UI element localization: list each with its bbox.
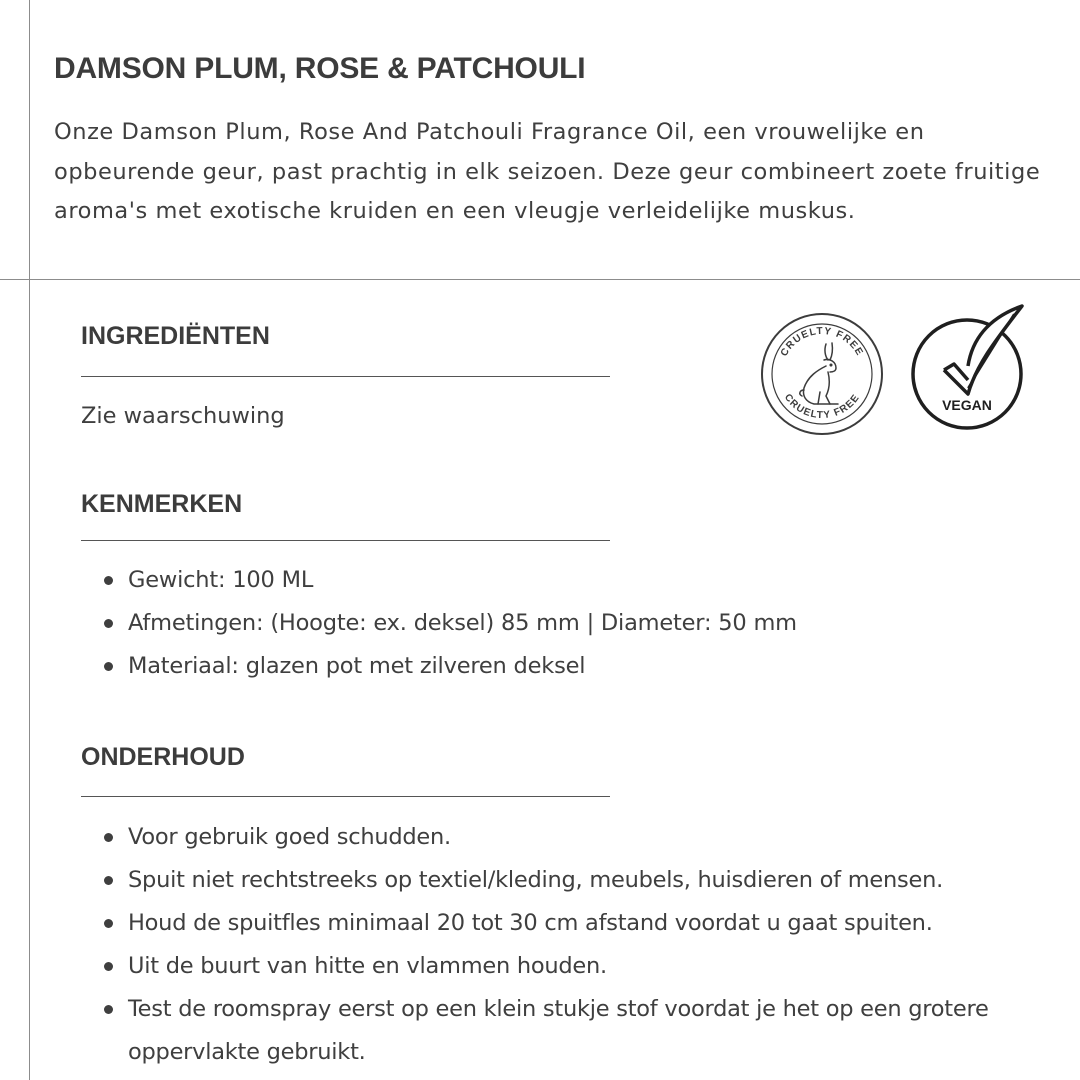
features-heading: KENMERKEN bbox=[81, 490, 243, 518]
leaf-check-icon bbox=[944, 306, 1022, 394]
vegan-badge bbox=[910, 300, 1028, 434]
list-item: Spuit niet rechtstreeks op textiel/kleding, meubels, huisdieren of mensen. bbox=[128, 859, 1058, 902]
list-item: Voor gebruik goed schudden. bbox=[128, 816, 1058, 859]
horizontal-divider bbox=[0, 279, 1080, 280]
svg-text:CRUELTY FREE bbox=[779, 326, 865, 358]
list-item: Afmetingen: (Hoogte: ex. deksel) 85 mm | Diameter: 50 mm bbox=[128, 602, 1058, 645]
product-title: DAMSON PLUM, ROSE & PATCHOULI bbox=[54, 52, 586, 85]
features-list bbox=[128, 559, 1058, 688]
ingredients-text: Zie waarschuwing bbox=[81, 403, 285, 429]
list-item: Gewicht: 100 ML bbox=[128, 559, 1058, 602]
care-rule bbox=[81, 796, 610, 797]
ingredients-rule bbox=[81, 376, 610, 377]
product-description: Onze Damson Plum, Rose And Patchouli Fragrance Oil, een vrouwelijke en opbeurende geur, past prachtig in elk seizoen. Deze geur combineert zoete fruitige aroma's met exotische kruiden en een vleugje verleidelijke muskus. bbox=[54, 119, 1041, 224]
rabbit-icon bbox=[800, 343, 838, 404]
cruelty-free-badge bbox=[760, 312, 884, 436]
svg-text:CRUELTY FREE bbox=[782, 392, 862, 421]
ingredients-heading: INGREDIËNTEN bbox=[81, 322, 270, 350]
cruelty-free-top-text: CRUELTY FREE bbox=[778, 325, 866, 359]
list-item: Uit de buurt van hitte en vlammen houden. bbox=[128, 945, 1058, 988]
list-item: Houd de spuitfles minimaal 20 tot 30 cm afstand voordat u gaat spuiten. bbox=[128, 902, 1058, 945]
vegan-label: VEGAN bbox=[942, 397, 992, 413]
list-item: Test de roomspray eerst op een klein stukje stof voordat je het op een grotere oppervlakte gebruikt. bbox=[128, 988, 1058, 1074]
vertical-divider bbox=[29, 0, 30, 1080]
cruelty-free-bottom-text: CRUELTY FREE bbox=[781, 392, 863, 422]
features-rule bbox=[81, 540, 610, 541]
list-item: Materiaal: glazen pot met zilveren deksel bbox=[128, 645, 1058, 688]
care-heading: ONDERHOUD bbox=[81, 743, 245, 771]
care-list bbox=[128, 816, 1058, 1074]
